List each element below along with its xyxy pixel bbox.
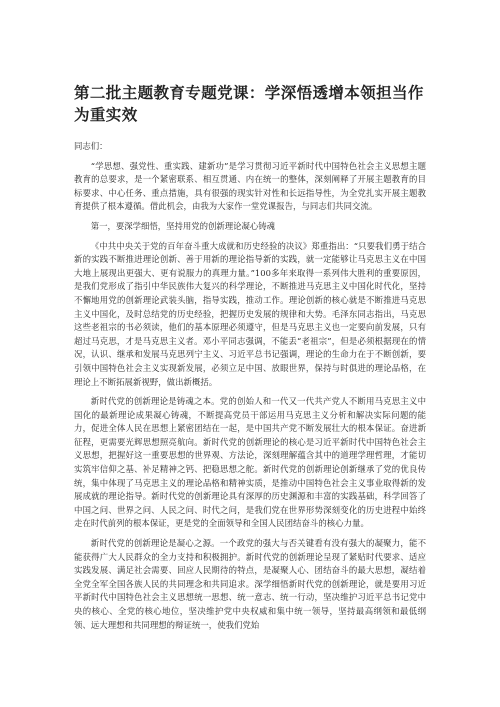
section-1-paragraph-3: 新时代党的创新理论是凝心之源。一个政党的强大与否关键看有没有强大的凝聚力，能不能获得广大人民群众的全力支持和积极拥护。新时代党的创新理论呈现了紧贴时代要求、适应实践发展、满足社会需要、回应人民期待的特点，是凝聚人心、团结奋斗的最大思想，凝结着全党全军全国各族人民的共同理念和共同追求。深学细悟新时代党的创新理论，就是要用习近平新时代中国特色社会主义思想统一思想、统一意志、统一行动，坚决维护习近平总书记党中央的核心、全党的核心地位，坚决维护党中央权威和集中统一领导，坚持最高纲领和最低纲领、远大理想和共同理想的辩证统一，使我们党始 [74,538,426,630]
salutation: 同志们： [74,141,108,151]
section-1-paragraph-2: 新时代党的创新理论是铸魂之本。党的创始人和一代又一代共产党人不断用马克思主义中国化的最新理论成果凝心铸魂，不断提高党员干部运用马克思主义分析和解决实际问题的能力，促进全体人民在思想上紧密团结在一起，是中国共产党不断发展壮大的根本保证。奋进新征程，更需要光辉思想照亮航向。新时代党的创新理论的核心是习近平新时代中国特色社会主义思想，把握好这一重要思想的世界观、方法论，深刻理解蕴含其中的道理学理哲理，才能切实筑牢信仰之基、补足精神之钙、把稳思想之舵。新时代党的创新理论创新继承了党的优良传统，集中体现了马克思主义的理论品格和精神实质，是推动中国特色社会主义事业取得新的发展成就的理论指导。新时代党的创新理论具有深厚的历史渊源和丰富的实践基础，科学回答了中国之问、世界之问、人民之问、时代之问，是我们党在世界形势深刻变化的历史进程中始终走在时代前列的根本保证，更是党的全面领导和全国人民团结奋斗的核心力量。 [74,396,426,529]
document-title: 第二批主题教育专题党课：学深悟透增本领担当作为重实效 [74,83,424,124]
section-1-heading: 第一，要深学细悟，坚持用党的创新理论凝心铸魂 [90,220,276,231]
section-1-paragraph-1: 《中共中央关于党的百年奋斗重大成就和历史经验的决议》郑重指出：“只要我们勇于结合新的实践不断推进理论创新、善于用新的理论指导新的实践，就一定能够让马克思主义在中国大地上展现出更强大、更有说服力的真理力量。”100多年来取得一系列伟大胜利的重要原因，是我们党形成了指引中华民族伟大复兴的科学理论，不断推进马克思主义中国化时代化，坚持不懈地用党的创新理论武装头脑，指导实践，推动工作。理论创新的核心就是不断推进马克思主义中国化，及时总结党的历史经验，把握历史发展的规律和大势。毛泽东同志指出，马克思这些老祖宗的书必须读，他们的基本原理必须遵守，但是马克思主义也一定要向前发展，只有超过马克思，才是马克思主义者。邓小平同志强调，不能丢“老祖宗”，但是必须根据现在的情况，认识、继承和发展马克思列宁主义、习近平总书记强调，理论的生命力在于不断创新，要引领中国特色社会主义实现新发展，必须立足中国、放眼世界，保持与时俱进的理论品格，在理论上不断拓展新视野，做出新概括。 [74,240,426,387]
intro-paragraph: “学思想、强党性、重实践、建新功”是学习贯彻习近平新时代中国特色社会主义思想主题教育的总要求，是一个紧密联系、相互贯通、内在统一的整体，深刻阐释了开展主题教育的目标要求、中心任务、重点措施，具有很强的现实针对性和长远指导性，为全党扎实开展主题教育提供了根本遵循。借此机会，由我为大家作一堂党课报告，与同志们共同交流。 [74,160,426,212]
